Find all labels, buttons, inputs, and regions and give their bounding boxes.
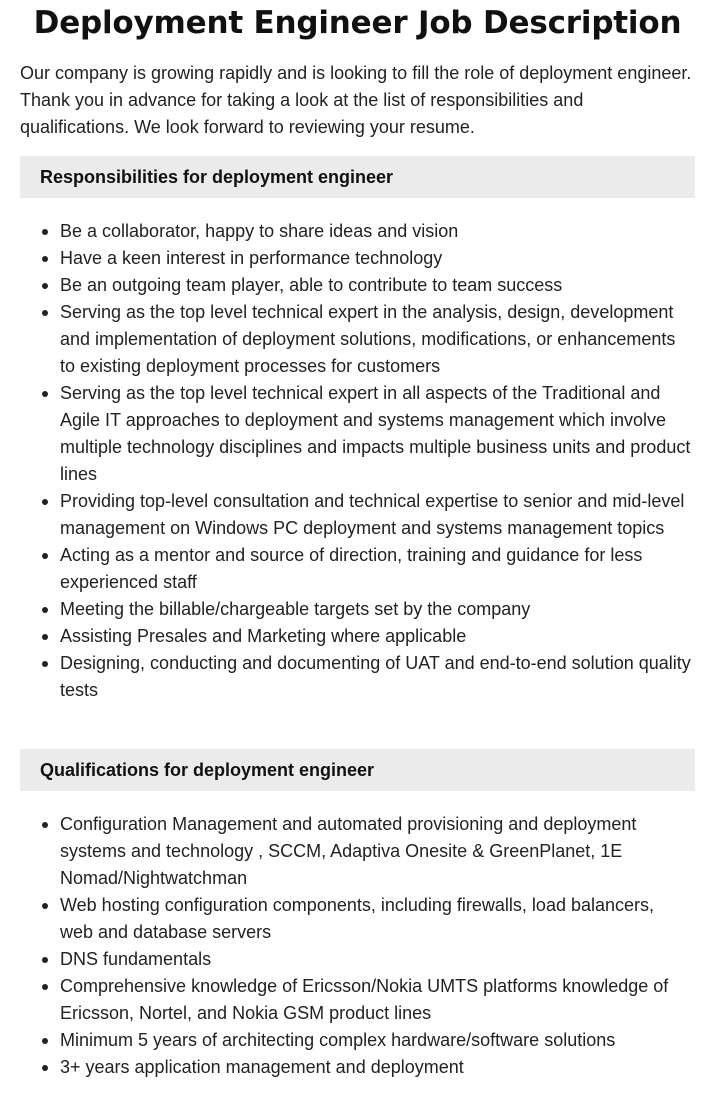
qualifications-list bbox=[20, 811, 692, 1081]
list-item: 3+ years application management and deployment bbox=[60, 1054, 692, 1081]
list-item: Meeting the billable/chargeable targets set by the company bbox=[60, 596, 692, 623]
responsibilities-list bbox=[20, 218, 692, 704]
list-item: Configuration Management and automated provisioning and deployment systems and technology , SCCM, Adaptiva Onesite & GreenPlanet, 1E Nomad/Nightwatchman bbox=[60, 811, 692, 892]
list-item: Acting as a mentor and source of direction, training and guidance for less experienced staff bbox=[60, 542, 692, 596]
page-title: Deployment Engineer Job Description bbox=[33, 5, 682, 41]
list-item: Minimum 5 years of architecting complex hardware/software solutions bbox=[60, 1027, 692, 1054]
intro-paragraph: Our company is growing rapidly and is looking to fill the role of deployment engineer. Thank you in advance for taking a look at the list of responsibilities and qualifications. We look forward to reviewing your resume. bbox=[20, 63, 692, 137]
list-item: Serving as the top level technical expert in all aspects of the Traditional and Agile IT approaches to deployment and systems management which involve multiple technology disciplines and impacts multiple business units and product lines bbox=[60, 380, 692, 488]
qualifications-heading: Qualifications for deployment engineer bbox=[20, 749, 695, 791]
list-item: Assisting Presales and Marketing where applicable bbox=[60, 623, 692, 650]
list-item: Web hosting configuration components, including firewalls, load balancers, web and database servers bbox=[60, 892, 692, 946]
list-item: Comprehensive knowledge of Ericsson/Nokia UMTS platforms knowledge of Ericsson, Nortel, and Nokia GSM product lines bbox=[60, 973, 692, 1027]
list-item: Designing, conducting and documenting of UAT and end-to-end solution quality tests bbox=[60, 650, 692, 704]
list-item: Be a collaborator, happy to share ideas and vision bbox=[60, 218, 692, 245]
list-item: DNS fundamentals bbox=[60, 946, 692, 973]
list-item: Providing top-level consultation and technical expertise to senior and mid-level management on Windows PC deployment and systems management topics bbox=[60, 488, 692, 542]
list-item: Have a keen interest in performance technology bbox=[60, 245, 692, 272]
list-item: Be an outgoing team player, able to contribute to team success bbox=[60, 272, 692, 299]
list-item: Serving as the top level technical expert in the analysis, design, development and implementation of deployment solutions, modifications, or enhancements to existing deployment processes for customers bbox=[60, 299, 692, 380]
responsibilities-heading: Responsibilities for deployment engineer bbox=[20, 156, 695, 198]
